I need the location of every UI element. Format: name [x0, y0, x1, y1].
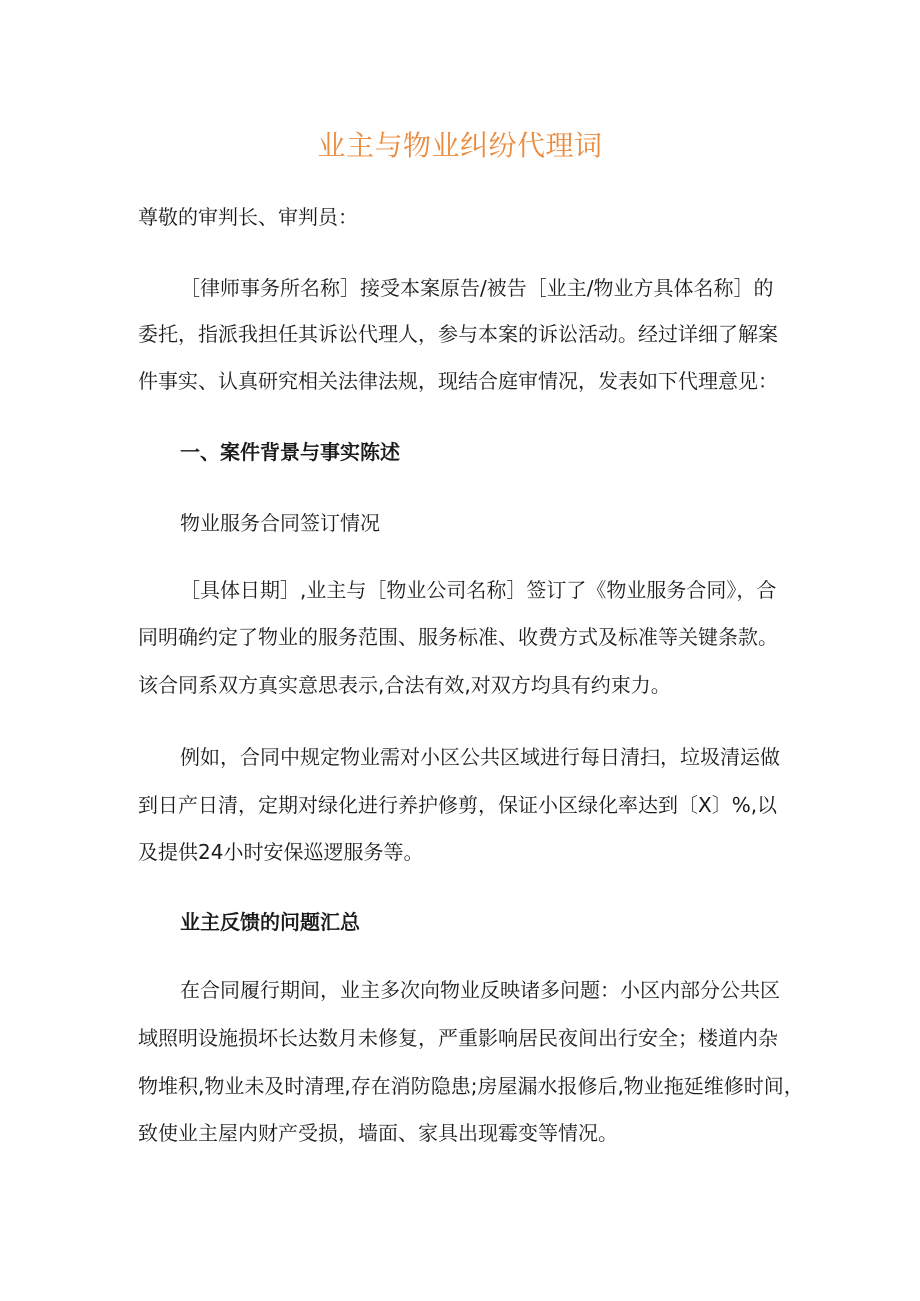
paragraph-line: 件事实、认真研究相关法律法规，现结合庭审情况，发表如下代理意见： — [138, 369, 778, 393]
paragraph-line: 到日产日清，定期对绿化进行养护修剪，保证小区绿化率达到〔X〕%,以 — [138, 793, 778, 817]
document-title: 业主与物业纠纷代理词 — [317, 129, 603, 162]
section-heading: 一、案件背景与事实陈述 — [180, 440, 400, 464]
paragraph-line: 域照明设施损坏长达数月未修复，严重影响居民夜间出行安全；楼道内杂 — [138, 1026, 778, 1050]
paragraph-line: 同明确约定了物业的服务范围、服务标准、收费方式及标准等关键条款。 — [138, 625, 778, 649]
paragraph-line: 物堆积,物业未及时清理,存在消防隐患;房屋漏水报修后,物业拖延维修时间， — [138, 1074, 804, 1098]
paragraph-line: 该合同系双方真实意思表示,合法有效,对双方均具有约束力。 — [138, 673, 671, 697]
paragraph-line: 及提供24小时安保巡逻服务等。 — [138, 840, 424, 864]
subsection-heading: 物业服务合同签订情况 — [180, 511, 380, 535]
paragraph-line: 例如，合同中规定物业需对小区公共区域进行每日清扫，垃圾清运做 — [180, 745, 780, 769]
paragraph-line: 委托，指派我担任其诉讼代理人，参与本案的诉讼活动。经过详细了解案 — [138, 322, 778, 346]
paragraph-line: ［律师事务所名称］接受本案原告/被告［业主/物业方具体名称］的 — [180, 276, 774, 300]
paragraph-line: 致使业主屋内财产受损，墙面、家具出现霉变等情况。 — [138, 1121, 618, 1145]
paragraph-line: 在合同履行期间，业主多次向物业反映诸多问题：小区内部分公共区 — [180, 978, 780, 1002]
salutation: 尊敬的审判长、审判员： — [138, 205, 358, 229]
section-heading: 业主反馈的问题汇总 — [180, 910, 360, 934]
paragraph-line: ［具体日期］,业主与［物业公司名称］签订了《物业服务合同》，合 — [180, 578, 777, 602]
